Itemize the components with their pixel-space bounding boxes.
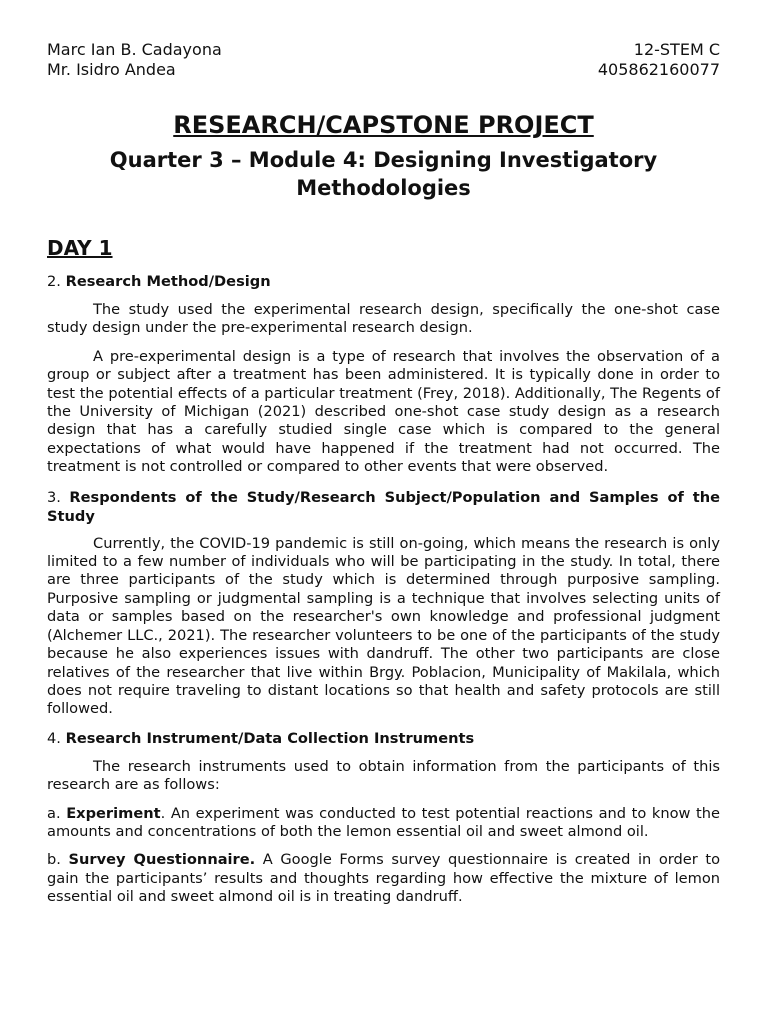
header-row-2 <box>47 60 720 80</box>
section-title: Research Method/Design <box>65 273 271 290</box>
student-name: Marc Ian B. Cadayona <box>47 40 222 59</box>
section-number: 4. <box>47 729 61 747</box>
item-term: Experiment <box>66 804 161 822</box>
instrument-item-a <box>47 805 720 842</box>
student-lrn: 405862160077 <box>597 60 720 79</box>
section-4-paragraph-1: The research instruments used to obtain information from the participants of this research are as follows: <box>47 757 720 794</box>
section-3-paragraph-1: Currently, the COVID-19 pandemic is still on-going, which means the research is only limited to a few number of individuals who will be participating in the study. In total, there are three participants of the study which is determined through purposive sampling. Purposive sampling or judgmental sampling is a technique that involves selecting units of data or samples based on the researcher's own knowledge and professional judgment (Alchemer LLC., 2021). The researcher volunteers to be one of the participants of the study because he also experiences issues with dandruff. The other two participants are close relatives of the researcher that live within Brgy. Poblacion, Municipality of Makilala, which does not require traveling to distant locations so that health and safety protocols are still followed. <box>47 534 720 718</box>
item-letter: a. <box>47 804 61 822</box>
document-title: RESEARCH/CAPSTONE PROJECT <box>173 111 594 139</box>
day-heading: DAY 1 <box>47 236 113 260</box>
item-text: A Google Forms survey questionnaire is created in order to gain the participants’ results and thoughts regarding how effective the mixture of lemon essential oil and sweet almond oil is in treating dandruff. <box>47 851 721 906</box>
section-number: 3. <box>47 488 61 506</box>
item-term: Survey Questionnaire. <box>68 851 256 869</box>
section-3-heading <box>47 488 720 526</box>
document-subtitle: Quarter 3 – Module 4: Designing Investigatory Methodologies <box>109 148 658 200</box>
instrument-item-b <box>47 851 720 906</box>
section-title: Respondents of the Study/Research Subject/Population and Samples of the Study <box>47 488 720 525</box>
section-title: Research Instrument/Data Collection Instruments <box>65 729 475 747</box>
section-number: 2. <box>47 273 61 290</box>
student-section: 12-STEM C <box>633 40 720 59</box>
item-text: . An experiment was conducted to test potential reactions and to know the amounts and concentrations of both the lemon essential oil and sweet almond oil. <box>47 804 720 840</box>
section-2-heading <box>47 273 720 291</box>
section-4-heading <box>47 730 720 748</box>
header-row-1 <box>47 40 720 60</box>
section-2-paragraph-2: A pre-experimental design is a type of research that involves the observation of a group or subject after a treatment has been administered. It is typically done in order to test the potential effects of a particular treatment (Frey, 2018). Additionally, The Regents of the University of Michigan (2021) described one-shot case study design as a research design that has a carefully studied single case which is compared to the general expectations of what would have happened if the treatment had not occurred. The treatment is not controlled or compared to other events that were observed. <box>47 347 720 476</box>
section-2-paragraph-1: The study used the experimental research design, specifically the one-shot case study design under the pre-experimental research design. <box>47 301 720 337</box>
document-page <box>47 40 720 907</box>
teacher-name: Mr. Isidro Andea <box>47 60 176 79</box>
item-letter: b. <box>47 851 61 869</box>
